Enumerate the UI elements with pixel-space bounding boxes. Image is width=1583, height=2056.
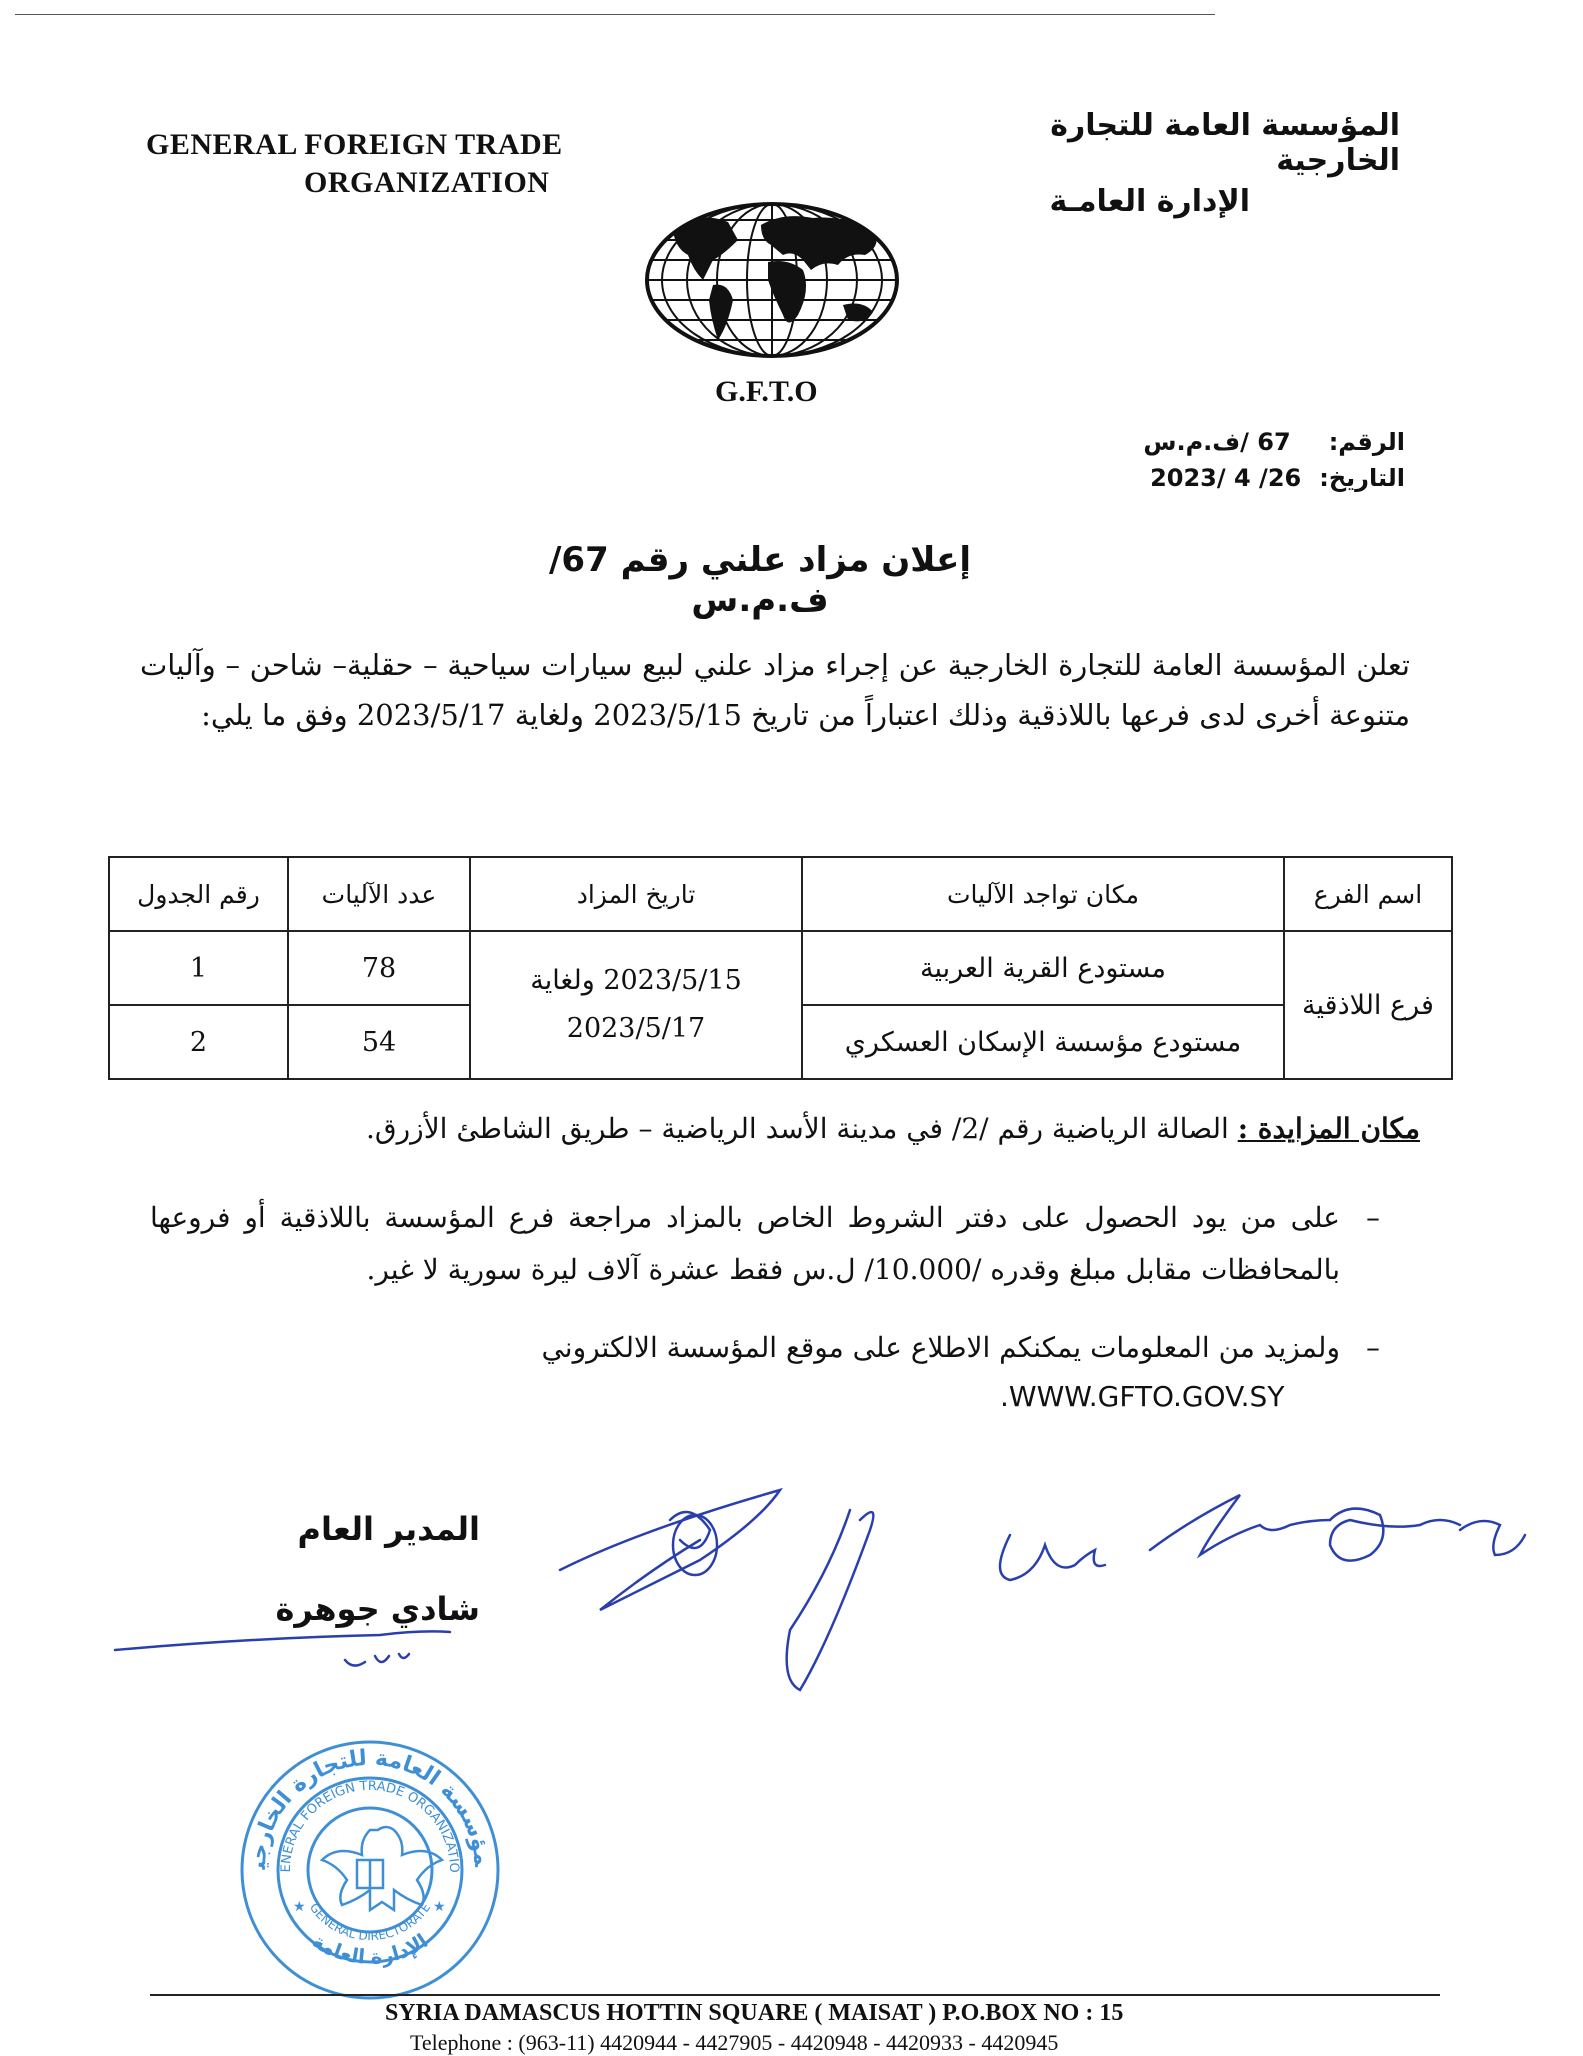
footer-phones: Telephone : (963-11) 4420944 - 4427905 - 4420948 - 4420933 - 4420945 [410,2030,1059,2055]
header-table-number: رقم الجدول [109,857,288,931]
bullet-item [150,1192,1380,1296]
reference-number-value: 67 /ف.م.س [1143,428,1291,456]
globe-icon [643,200,901,360]
initials-mark [345,1654,409,1666]
footer-address: SYRIA DAMASCUS HOTTIN SQUARE ( MAISAT ) P.O.BOX NO : 15 [385,2000,1124,2026]
location-cell: مستودع القرية العربية [802,931,1284,1005]
stamp-outer-arabic: مؤسسة العامة للتجارة الخارجي [245,1745,495,1870]
org-name-english-line2: ORGANIZATION [304,166,550,199]
signature-4 [1150,1495,1330,1555]
reference-date-value: 26/ 4 /2023 [1150,464,1302,492]
svg-text:★: ★ [433,1899,446,1915]
header-count: عدد الآليات [288,857,470,931]
bullet-text: ولمزيد من المعلومات يمكنكم الاطلاع على موقع المؤسسة الالكتروني [541,1331,1340,1364]
org-name-arabic-line2: الإدارة العامـة [1049,184,1250,219]
signatures-graphic [0,1460,1583,1760]
org-name-arabic [960,108,1400,219]
signature-1 [560,1490,780,1610]
globe-logo [643,200,901,360]
stamp-outer-english: ENERAL FOREIGN TRADE ORGANIZATIO [278,1778,462,1873]
table-row [109,931,1452,1005]
stamp-inner-english: GENERAL DIRECTORATE [306,1900,434,1944]
count-cell: 54 [288,1005,470,1079]
count-cell: 78 [288,931,470,1005]
stamp-bottom-arabic: الإدارة العامة [307,1928,433,1969]
branch-cell: فرع اللاذقية [1284,931,1452,1079]
bullet-dash: – [1366,1201,1380,1234]
header-auction-date: تاريخ المزاد [470,857,802,931]
table-header-row [109,857,1452,931]
reference-number-row [1060,428,1405,456]
signature-6 [1460,1521,1525,1555]
svg-text:★: ★ [293,1899,306,1915]
stamp-seal-icon [235,1735,505,2005]
auction-place-label: مكان المزايدة : [1237,1112,1420,1145]
footer-rule [150,1994,1440,1996]
org-name-arabic-line1: المؤسسة العامة للتجارة الخارجية [1050,108,1400,178]
bullet-item [150,1322,1380,1374]
website-link[interactable]: .WWW.GFTO.GOV.SY [1000,1380,1285,1413]
auction-place [300,1112,1420,1145]
auction-place-text: الصالة الرياضية رقم /2/ في مدينة الأسد الرياضية – طريق الشاطئ الأزرق. [366,1112,1229,1145]
official-stamp [235,1735,505,2005]
signature-1-loop [673,1515,717,1575]
logo-caption: G.F.T.O [715,375,818,408]
auction-date-cell: 2023/5/15 ولغاية 2023/5/17 [470,931,802,1079]
reference-number-label: الرقم: [1328,428,1405,456]
signatory-name: شادي جوهرة [275,1590,480,1628]
auction-table [108,856,1453,1080]
top-border-line [15,14,1215,15]
reference-date-row [1060,464,1405,492]
announcement-title: إعلان مزاد علني رقم 67/ ف.م.س [549,540,971,620]
reference-date-label: التاريخ: [1319,464,1405,492]
org-name-english-line1: GENERAL FOREIGN TRADE [146,128,563,161]
intro-paragraph: تعلن المؤسسة العامة للتجارة الخارجية عن إجراء مزاد علني لبيع سيارات سياحية – حقلية– شاحن – وآليات متنوعة أخرى لدى فرعها باللاذقية وذلك اعتباراً من تاريخ 2023/5/15 ولغاية 2023/5/17 وفق ما يلي: [140,648,1410,732]
header-branch: اسم الفرع [1284,857,1452,931]
table-number-cell: 1 [109,931,288,1005]
location-cell: مستودع مؤسسة الإسكان العسكري [802,1005,1284,1079]
signature-5 [1330,1509,1460,1561]
signature-3 [1000,1535,1105,1580]
bullet-text: على من يود الحصول على دفتر الشروط الخاص بالمزاد مراجعة فرع المؤسسة باللاذقية أو فروعها بالمحافظات مقابل مبلغ وقدره /10.000/ ل.س فقط عشرة آلاف ليرة سورية لا غير. [150,1201,1340,1286]
bullet-dash: – [1366,1331,1380,1364]
org-name-english [146,128,616,200]
signatory-title: المدير العام [297,1510,480,1548]
table-number-cell: 2 [109,1005,288,1079]
header-location: مكان تواجد الآليات [802,857,1284,931]
reference-block [1060,428,1405,492]
signature-2 [787,1510,874,1690]
signature-underline [115,1631,450,1650]
